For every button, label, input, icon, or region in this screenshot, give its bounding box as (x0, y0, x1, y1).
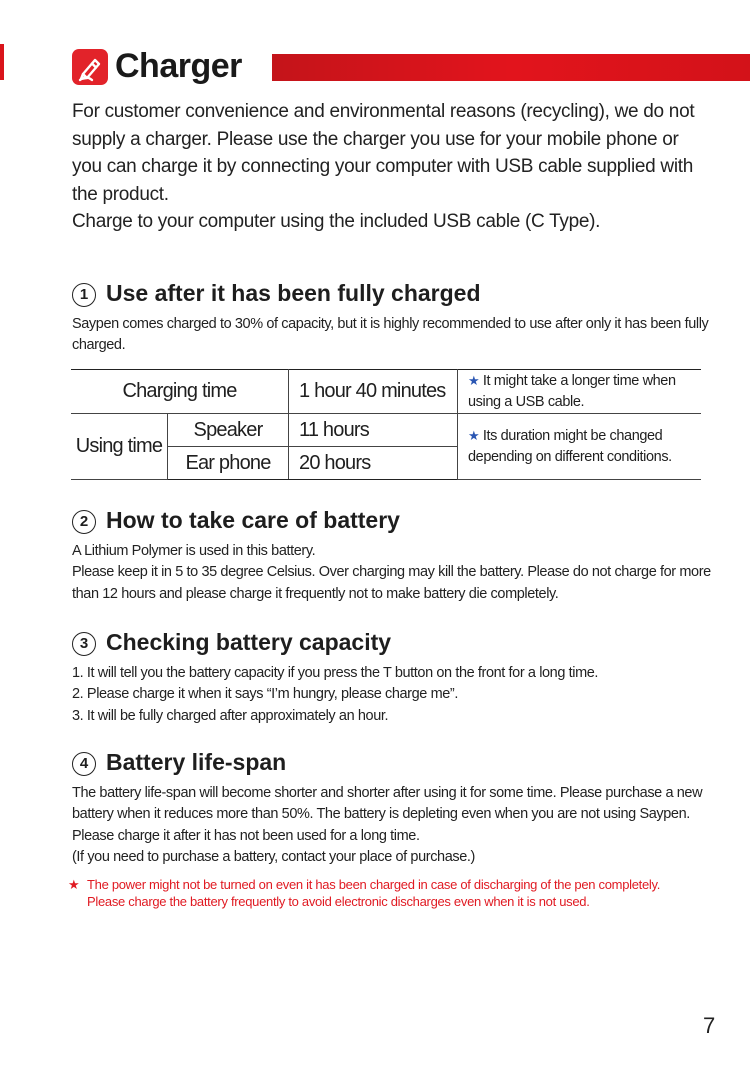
section-title-text: Use after it has been fully charged (106, 280, 481, 306)
note-text: It might take a longer time when using a USB cable. (468, 373, 676, 410)
using-time-label: Using time (71, 414, 168, 480)
section-1 (72, 278, 712, 357)
body-text: 3. It will be fully charged after approximately an hour. (72, 707, 389, 724)
section-title (72, 747, 712, 777)
section-body (72, 541, 712, 605)
section-4 (72, 747, 712, 868)
body-text: 1. It will tell you the battery capacity if you press the T button on the front for a long time. (72, 665, 599, 681)
body-text: Please keep it in 5 to 35 degree Celsius. Over charging may kill the battery. Please do not charge for more than 12 hours and please charge it frequently not to make battery die completely. (72, 564, 711, 602)
warning-text: The power might not be turned on even it has been charged in case of discharging of the pen completely. (87, 877, 661, 892)
speaker-value: 11 hours (289, 414, 458, 447)
section-title (72, 505, 712, 535)
left-edge-bar (0, 44, 4, 80)
section-body (72, 314, 712, 357)
star-icon: ★ (468, 428, 480, 443)
earphone-value: 20 hours (289, 447, 458, 480)
section-body (72, 783, 712, 868)
header-red-bar (272, 54, 750, 81)
page-number: 7 (703, 1013, 716, 1038)
section-number: 2 (72, 510, 96, 534)
battery-spec-table (71, 369, 701, 480)
section-body (72, 663, 712, 727)
warning-note (68, 876, 708, 910)
section-title-text: How to take care of battery (106, 507, 400, 533)
body-text: (If you need to purchase a battery, contact your place of purchase.) (72, 848, 475, 865)
body-text: 2. Please charge it when it says “I’m hungry, please charge me”. (72, 686, 458, 703)
page-title: Charger (115, 47, 242, 85)
intro-text (72, 98, 712, 236)
charging-note (458, 370, 702, 414)
pen-icon (72, 49, 108, 85)
section-number: 1 (72, 283, 96, 307)
section-title-text: Checking battery capacity (106, 629, 392, 655)
star-icon: ★ (68, 877, 80, 892)
section-3 (72, 627, 712, 727)
section-number: 3 (72, 632, 96, 656)
intro-paragraph: For customer convenience and environmental reasons (recycling), we do not supply a charger. Please use the charger you use for your mobile phone or you can charge it by connecting your computer with USB cable supplied with the product. (72, 101, 695, 205)
note-text: Its duration might be changed depending on different conditions. (468, 428, 672, 465)
section-title (72, 278, 712, 308)
body-text: The battery life-span will become shorter and shorter after using it for some time. Please purchase a new battery when it reduces more than 50%. The battery is depleting even when you are not using Saypen. Please charge it after it has not been used for a long time. (72, 785, 703, 844)
section-title (72, 627, 712, 657)
charging-time-label: Charging time (71, 370, 289, 414)
star-icon: ★ (468, 373, 480, 388)
intro-paragraph: Charge to your computer using the included USB cable (C Type). (72, 211, 601, 232)
warning-line (68, 876, 708, 893)
body-text: A Lithium Polymer is used in this battery. (72, 543, 316, 559)
speaker-label: Speaker (168, 414, 289, 447)
warning-line: Please charge the battery frequently to avoid electronic discharges even when it is not used. (87, 894, 590, 909)
section-2 (72, 505, 712, 605)
using-note (458, 414, 702, 480)
charging-time-value: 1 hour 40 minutes (289, 370, 458, 414)
section-number: 4 (72, 752, 96, 776)
page-header (0, 44, 750, 88)
section-title-text: Battery life-span (106, 749, 287, 775)
earphone-label: Ear phone (168, 447, 289, 480)
body-text: Saypen comes charged to 30% of capacity, but it is highly recommended to use after only it has been fully charged. (72, 316, 709, 354)
